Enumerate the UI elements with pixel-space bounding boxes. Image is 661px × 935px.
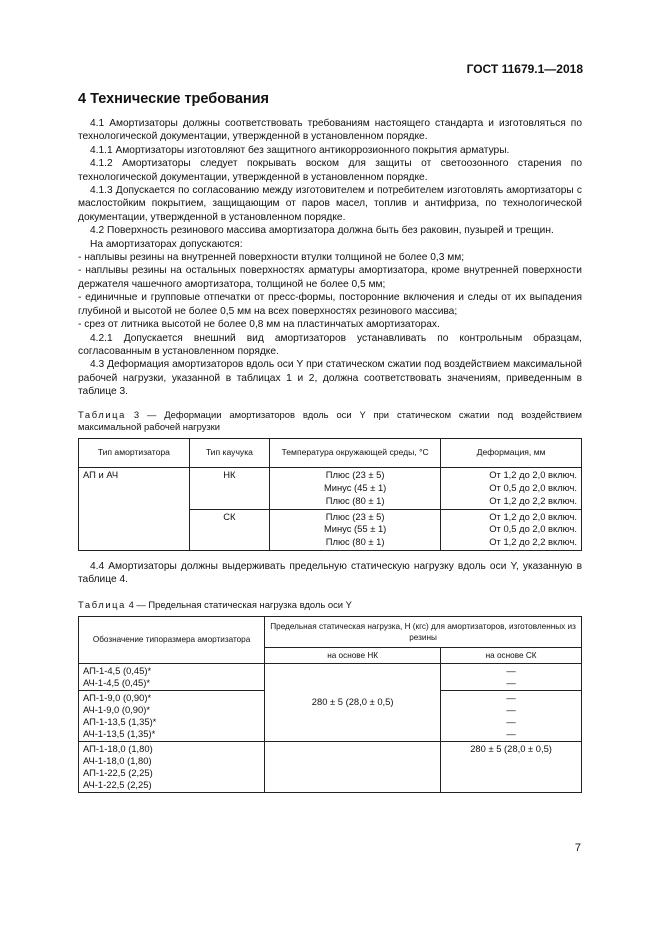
t3-temp: Плюс (23 ± 5) [325,469,385,481]
t4-group3 [79,741,265,792]
paragraph-4-2: 4.2 Поверхность резинового массива амортизатора должна быть без раковин, пузырей и трещин. [90,225,554,237]
t3-header-deform: Деформация, мм [441,439,582,468]
t4-dash: — [506,664,516,676]
t4-designation: АП-1-9,0 (0,90)* [83,691,152,703]
paragraph-4-1-3: 4.1.3 Допускается по согласованию между изготовителем и потребителем изготовлять амортизаторы с маслостойким покрытием, защищающим от паров масел, топлив и антифриза, по технологической документации, утвержденной в установленном порядке. [78,185,582,223]
t4-designation: АЧ-1-13,5 (1,35)* [83,727,156,739]
t4-designation: АП-1-22,5 (2,25) [83,766,153,778]
t4-dash: — [506,715,516,727]
t4-group3-nk-empty [265,741,441,792]
list-item-4: - срез от литника высотой не более 0,8 мм на пластинчатых амортизаторах. [78,319,440,331]
t4-designation: АЧ-1-22,5 (2,25) [83,778,152,790]
t4-designation: АП-1-18,0 (1,80) [83,742,153,754]
paragraph-4-4: 4.4 Амортизаторы должны выдерживать предельную статическую нагрузку вдоль оси Y, указанную в таблице 4. [78,560,582,586]
t4-header-designation: Обозначение типоразмера амортизатора [79,616,265,663]
t4-designation: АЧ-1-18,0 (1,80) [83,754,152,766]
t4-group1 [79,663,265,690]
t4-dash: — [506,703,516,715]
paragraph-4-1-2: 4.1.2 Амортизаторы следует покрывать воском для защиты от светоозонного старения по технологической документации, утвержденной в установленном порядке. [78,158,582,183]
document-header: ГОСТ 11679.1—2018 [466,62,583,76]
t3-def: От 0,5 до 2,0 включ. [489,481,577,493]
t3-def: От 1,2 до 2,0 включ. [489,510,577,522]
t4-designation: АЧ-1-4,5 (0,45)* [83,676,151,688]
t4-group2-sk [441,690,582,741]
t3-amort-type: АП и АЧ [79,468,190,551]
section-title: 4 Технические требования [78,91,270,107]
t3-header-temp: Температура окружающей среды, °С [270,439,441,468]
t3-defs-nk [441,468,582,509]
t4-designation: АП-1-4,5 (0,45)* [83,664,152,676]
paragraph-allowed: На амортизаторах допускаются: [90,238,243,250]
t3-temps-sk [270,509,441,550]
paragraph-4-1: 4.1 Амортизаторы должны соответствовать требованиям настоящего стандарта и изготовляться по технологической документации, утвержденной в установленном порядке. [78,118,582,143]
paragraph-4-2-1: 4.2.1 Допускается внешний вид амортизаторов устанавливать по контрольным образцам, согласованным в установленном порядке. [78,332,582,357]
t4-header-sk: на основе СК [441,647,582,663]
t4-header-load: Предельная статическая нагрузка, Н (кгс) для амортизаторов, изготовленных из резины [265,616,582,647]
document-body [78,117,582,793]
table4-caption [78,599,582,612]
t4-dash: — [506,727,516,739]
t4-group1-sk [441,663,582,690]
t3-header-type: Тип амортизатора [79,439,190,468]
table-3 [78,438,582,551]
t3-temp: Минус (45 ± 1) [323,481,387,493]
t3-def: От 1,2 до 2,2 включ. [489,494,577,506]
table3-caption-text: 3 — Деформации амортизаторов вдоль оси Y при статическом сжатии под воздействием максимальной рабочей нагрузки [78,408,582,433]
t4-dash: — [506,691,516,703]
t4-group3-sk: 280 ± 5 (28,0 ± 0,5) [441,741,582,792]
list-item-2: - наплывы резины на остальных поверхностях арматуры амортизатора, кроме внутренней поверхности держателя чашечного амортизатора, толщиной не более 0,5 мм; [78,265,582,290]
t3-def: От 0,5 до 2,0 включ. [489,523,577,535]
t4-group2 [79,690,265,741]
t4-header-nk: на основе НК [265,647,441,663]
t4-dash: — [506,676,516,688]
list-item-3: - единичные и групповые отпечатки от пресс-формы, посторонние включения и следы от их выпадения глубиной и высотой не более 0,5 мм на всех поверхностях резинового массива; [78,292,582,317]
t3-temp: Плюс (80 ± 1) [325,494,385,506]
t4-designation: АЧ-1-9,0 (0,90)* [83,703,151,715]
t3-rubber-nk: НК [189,468,269,509]
list-item-1: - наплывы резины на внутренней поверхности втулки толщиной не более 0,3 мм; [78,252,465,264]
t4-nk-value: 280 ± 5 (28,0 ± 0,5) [265,663,441,741]
table4-caption-text: 4 — Предельная статическая нагрузка вдоль оси Y [125,598,352,610]
table-4 [78,616,582,793]
page-number: 7 [574,842,581,854]
t4-designation: АП-1-13,5 (1,35)* [83,715,157,727]
paragraph-4-1-1: 4.1.1 Амортизаторы изготовляют без защитного антикоррозионного покрытия арматуры. [90,144,510,156]
t3-def: От 1,2 до 2,0 включ. [489,469,577,481]
table3-caption [78,409,582,435]
paragraph-4-3: 4.3 Деформация амортизаторов вдоль оси Y при статическом сжатии под воздействием максимальной рабочей нагрузки, указанной в таблицах 1 и 2, должна соответствовать значениям, приведенным в таблице 3. [78,359,582,398]
t3-rubber-sk: СК [189,509,269,550]
t3-def: От 1,2 до 2,2 включ. [489,536,577,548]
t3-temp: Плюс (23 ± 5) [325,510,385,522]
table4-caption-word: Таблица [78,598,126,610]
t3-temp: Минус (55 ± 1) [323,523,387,535]
t3-defs-sk [441,509,582,550]
t3-temp: Плюс (80 ± 1) [325,536,385,548]
table3-caption-word: Таблица [78,408,126,420]
t3-temps-nk [270,468,441,509]
t3-header-rubber: Тип каучука [189,439,269,468]
